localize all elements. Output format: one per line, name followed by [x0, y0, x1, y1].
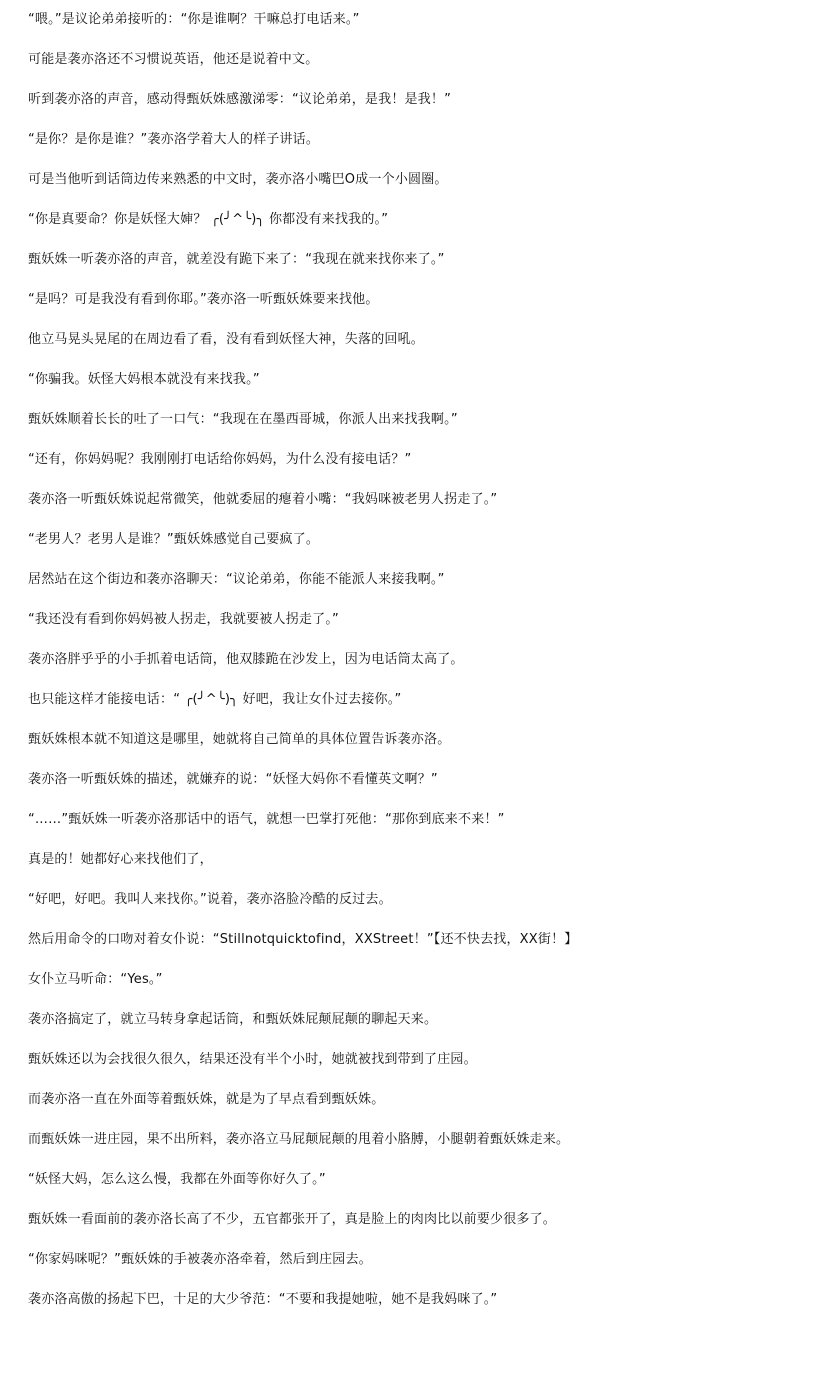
paragraph: 而袭亦洛一直在外面等着甄妖姝，就是为了早点看到甄妖姝。 [28, 1092, 385, 1107]
paragraph: 也只能这样才能接电话：“ ╭(╯^╰)╮ 好吧，我让女仆过去接你。” [28, 692, 402, 707]
paragraph: 甄妖姝一听袭亦洛的声音，就差没有跪下来了：“我现在就来找你来了。” [28, 252, 445, 267]
paragraph: “妖怪大妈，怎么这么慢，我都在外面等你好久了。” [28, 1172, 326, 1187]
paragraph: “是吗？可是我没有看到你耶。”袭亦洛一听甄妖姝要来找他。 [28, 292, 379, 307]
paragraph: “还有，你妈妈呢？我刚刚打电话给你妈妈，为什么没有接电话？” [28, 452, 412, 467]
paragraph: “好吧，好吧。我叫人来找你。”说着，袭亦洛脸冷酷的反过去。 [28, 892, 392, 907]
paragraph: 袭亦洛胖乎乎的小手抓着电话筒，他双膝跪在沙发上，因为电话筒太高了。 [28, 652, 464, 667]
paragraph: 可能是袭亦洛还不习惯说英语，他还是说着中文。 [28, 52, 319, 67]
paragraph: 甄妖姝根本就不知道这是哪里，她就将自己简单的具体位置告诉袭亦洛。 [28, 732, 451, 747]
paragraph: 然后用命令的口吻对着女仆说：“Stillnotquicktofind，XXStreet！”【还不快去找，XX街！】 [28, 932, 578, 947]
paragraph: “我还没有看到你妈妈被人拐走，我就要被人拐走了。” [28, 612, 339, 627]
paragraph: 他立马晃头晃尾的在周边看了看，没有看到妖怪大神，失落的回吼。 [28, 332, 425, 347]
paragraph-partial: 袭亦洛高傲的扬起下巴，十足的大少爷范：“不要和我提她啦，她不是我妈咪了。” [28, 1292, 498, 1307]
paragraph: 听到袭亦洛的声音，感动得甄妖姝感激涕零：“议论弟弟，是我！是我！” [28, 92, 452, 107]
paragraph: “……”甄妖姝一听袭亦洛那话中的语气，就想一巴掌打死他：“那你到底来不来！” [28, 812, 505, 827]
paragraph: 而甄妖姝一进庄园，果不出所料，袭亦洛立马屁颠屁颠的甩着小胳膊，小腿朝着甄妖姝走来。 [28, 1132, 570, 1147]
paragraph: “你是真要命？你是妖怪大婶？ ╭(╯^╰)╮ 你都没有来找我的。” [28, 212, 389, 227]
paragraph: “老男人？老男人是谁？”甄妖姝感觉自己要疯了。 [28, 532, 320, 547]
paragraph: 袭亦洛一听甄妖姝的描述，就嫌弃的说：“妖怪大妈你不看懂英文啊？” [28, 772, 438, 787]
paragraph: “你家妈咪呢？”甄妖姝的手被袭亦洛牵着，然后到庄园去。 [28, 1252, 372, 1267]
paragraph: 真是的！她都好心来找他们了， [28, 852, 213, 867]
paragraph: “是你？是你是谁？”袭亦洛学着大人的样子讲话。 [28, 132, 320, 147]
paragraph: 女仆立马听命：“Yes。” [28, 972, 163, 987]
paragraph: “你骗我。妖怪大妈根本就没有来找我。” [28, 372, 260, 387]
paragraph: “喂。”是议论弟弟接听的：“你是谁啊？干嘛总打电话来。” [28, 12, 360, 27]
paragraph: 甄妖姝还以为会找很久很久，结果还没有半个小时，她就被找到带到了庄园。 [28, 1052, 477, 1067]
paragraph: 可是当他听到话筒边传来熟悉的中文时，袭亦洛小嘴巴O成一个小圆圈。 [28, 172, 448, 187]
paragraph: 袭亦洛一听甄妖姝说起常微笑，他就委屈的瘪着小嘴：“我妈咪被老男人拐走了。” [28, 492, 498, 507]
paragraph: 甄妖姝一看面前的袭亦洛长高了不少，五官都张开了，真是脸上的肉肉比以前要少很多了。 [28, 1212, 557, 1227]
paragraph: 居然站在这个街边和袭亦洛聊天：“议论弟弟，你能不能派人来接我啊。” [28, 572, 445, 587]
paragraph: 甄妖姝顺着长长的吐了一口气：“我现在在墨西哥城，你派人出来找我啊。” [28, 412, 458, 427]
paragraph: 袭亦洛搞定了，就立马转身拿起话筒，和甄妖姝屁颠屁颠的聊起天来。 [28, 1012, 438, 1027]
